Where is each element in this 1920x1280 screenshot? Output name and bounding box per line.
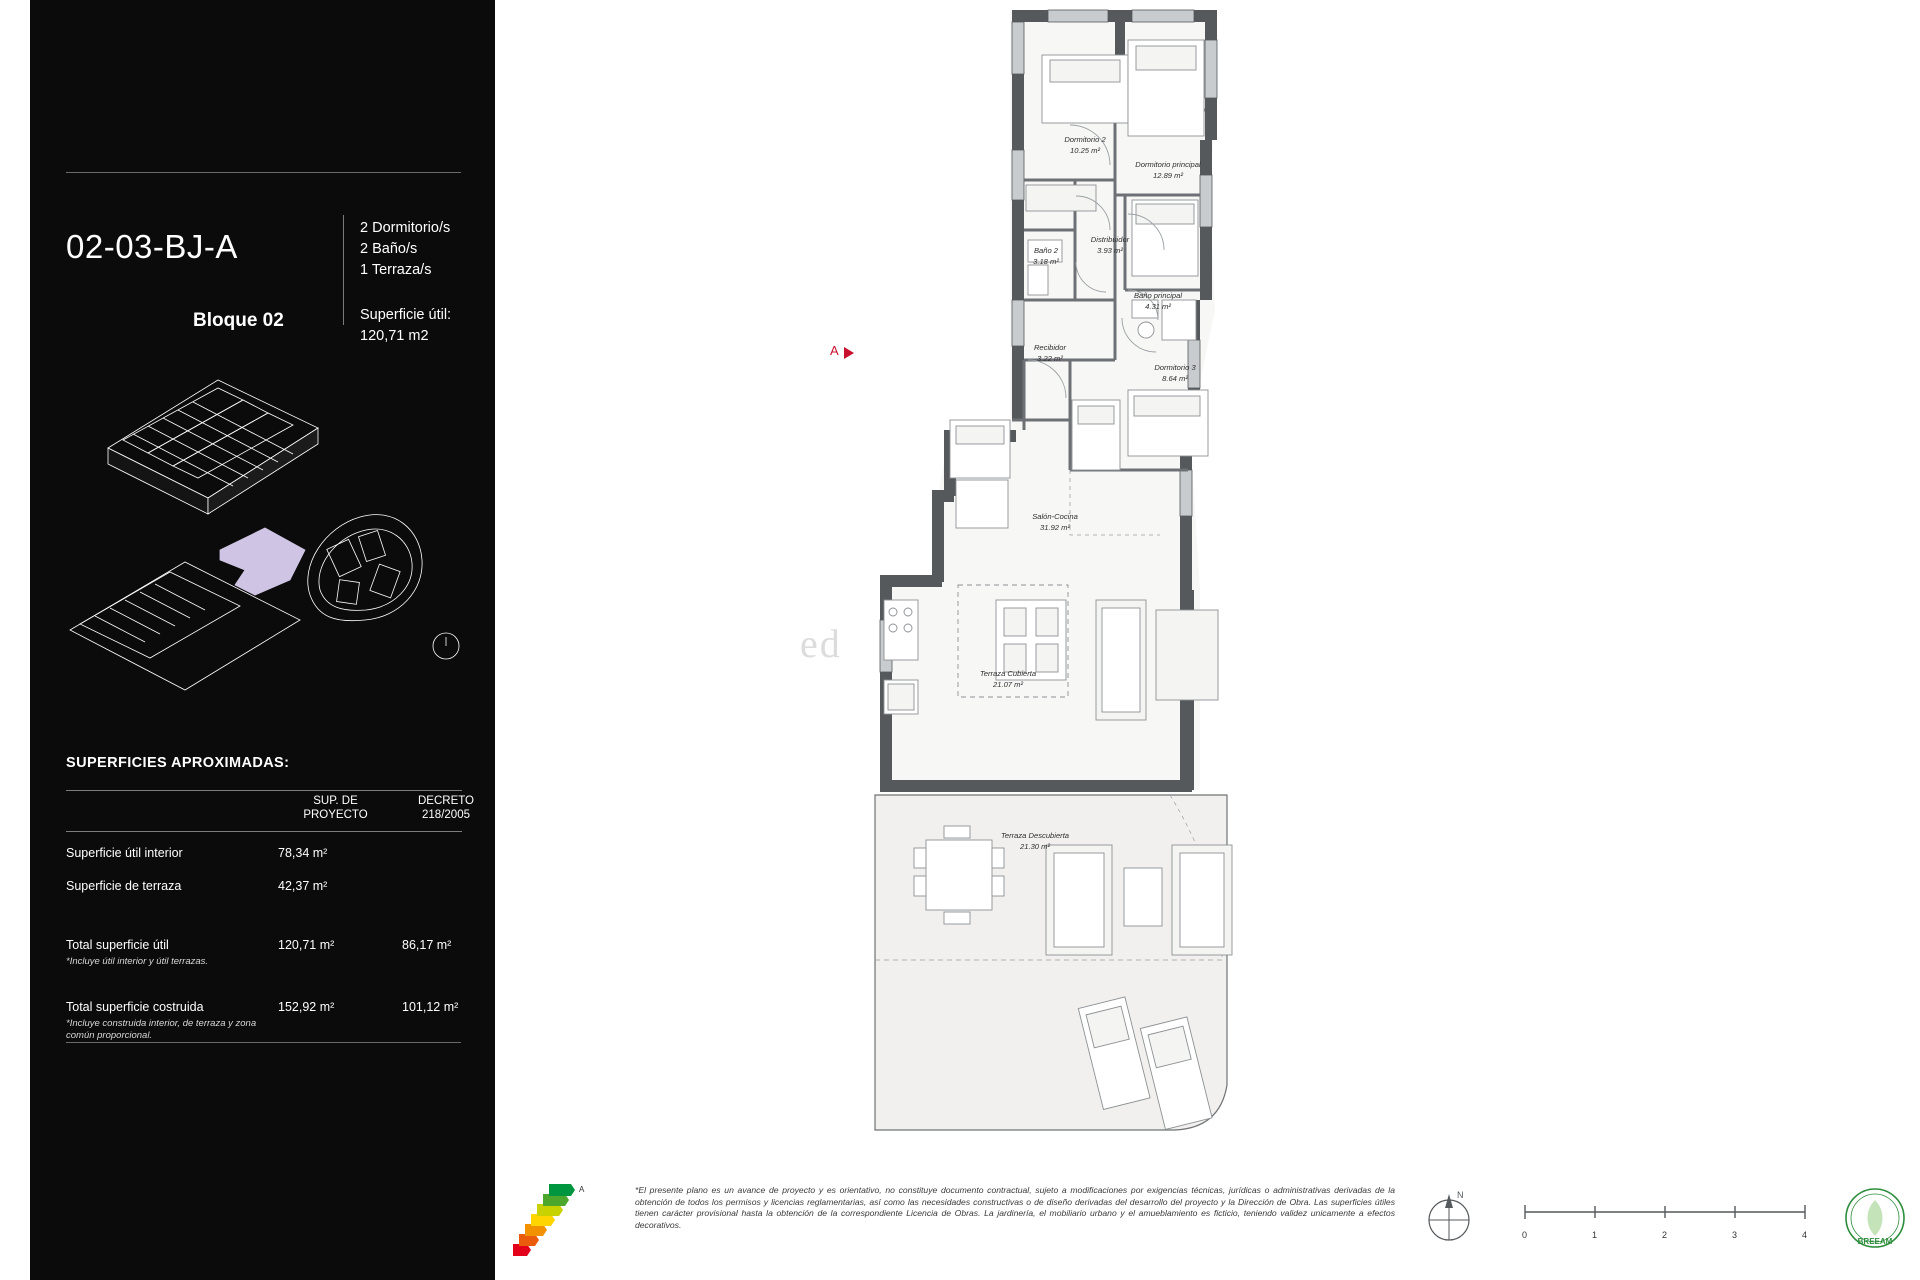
- footer: [495, 1160, 1920, 1280]
- watermark-text: ed: [800, 621, 842, 666]
- header-col-decreto-l1: DECRETO: [417, 795, 475, 807]
- room-label: Baño 2: [1033, 246, 1059, 255]
- room-label: Baño principal: [1133, 291, 1183, 300]
- row-label: Total superficie útil: [66, 938, 169, 952]
- room-area: 12.89 m²: [1153, 171, 1183, 180]
- row-note: *Incluye útil interior y útil terrazas.: [66, 956, 209, 967]
- room-label: Dormitorio 2: [1064, 135, 1106, 144]
- row-label: Superficie útil interior: [66, 846, 183, 860]
- table-rule-mid: [66, 831, 462, 832]
- row-decreto-value: 86,17 m²: [402, 938, 452, 952]
- room-label: Terraza Cubierta: [979, 669, 1037, 678]
- room-area: 21.30 m²: [1020, 842, 1050, 851]
- scale-tick: 4: [1802, 1230, 1808, 1240]
- scale-tick: 3: [1732, 1230, 1738, 1240]
- header-col-decreto: [396, 794, 496, 822]
- svg-text:A: A: [579, 1185, 585, 1194]
- scale-tick: 1: [1592, 1230, 1598, 1240]
- room-label: Terraza Descubierta: [1000, 831, 1070, 840]
- usable-area-summary: [360, 305, 451, 347]
- room-area: 3.18 m²: [1033, 257, 1059, 266]
- room-label: Salón-Cocina: [1032, 512, 1078, 521]
- scale-bar: [1520, 1200, 1810, 1250]
- room-label: Dormitorio principal: [1135, 160, 1201, 169]
- svg-text:N: N: [1457, 1190, 1464, 1200]
- room-label: Distribuidor: [1090, 235, 1130, 244]
- spec-terraces: 1 Terraza/s: [360, 262, 432, 278]
- row-label: Total superficie costruida: [66, 1000, 204, 1014]
- unit-specs: [360, 218, 450, 281]
- header-col-project-l1: SUP. DE: [313, 795, 358, 807]
- legal-disclaimer: *El presente plano es un avance de proyecto y es orientativo, no constituye documento contractual, sujeto a modificaciones por exigencias técnicas, jurídicas o administrativas derivadas de la obtención de todos los permisos y licencias reglamentarias, así como las necesidades constructivas o de diseño derivadas del desarrollo del proyecto y la Dirección de Obra. Las superficies útiles tienen carácter provisional hasta la obtención de la correspondiente Licencia de Obras. La jardinería, el mobiliario urbano y el amueblamiento es ficticio, teniendo validez unicamente a efectos decorativos.: [635, 1185, 1395, 1230]
- room-area: 8.64 m²: [1162, 374, 1188, 383]
- areas-section-title: SUPERFICIES APROXIMADAS:: [66, 755, 290, 771]
- room-area: 21.07 m²: [993, 680, 1023, 689]
- svg-text:A: A: [830, 343, 839, 358]
- room-area: 3.93 m²: [1097, 246, 1123, 255]
- spec-bedrooms: 2 Dormitorio/s: [360, 220, 451, 236]
- table-row: [66, 873, 462, 906]
- room-label: Recibidor: [1033, 343, 1067, 352]
- floor-plan: [830, 0, 1920, 1180]
- areas-table: [66, 790, 475, 1072]
- vertical-divider: [343, 215, 344, 325]
- room-area: 10.25 m²: [1070, 146, 1100, 155]
- north-compass-icon: [1415, 1178, 1505, 1258]
- block-label: Bloque 02: [193, 310, 284, 331]
- breeam-logo-icon: [1835, 1182, 1915, 1258]
- row-label: Superficie de terraza: [66, 879, 182, 893]
- header-col-project: [278, 794, 393, 822]
- room-area: 3.22 m²: [1037, 354, 1063, 363]
- info-sidebar: [30, 0, 495, 1280]
- table-row: [66, 840, 462, 873]
- row-decreto-value: 101,12 m²: [402, 1000, 459, 1014]
- room-label: Dormitorio 3: [1154, 363, 1196, 372]
- divider-top: [66, 172, 461, 173]
- table-header: [66, 791, 475, 831]
- row-project-value: 120,71 m²: [278, 938, 335, 952]
- unit-code: 02-03-BJ-A: [66, 228, 238, 265]
- usable-area-label: Superficie útil:: [360, 307, 452, 323]
- row-note: *Incluye construida interior, de terraza y zona común proporcional.: [66, 1018, 257, 1041]
- usable-area-value: 120,71 m2: [360, 328, 429, 344]
- room-area: 31.92 m²: [1040, 523, 1070, 532]
- scale-tick: 2: [1662, 1230, 1668, 1240]
- scale-tick: 0: [1522, 1230, 1528, 1240]
- site-isometric-diagram: [50, 360, 490, 735]
- room-area: 4.31 m²: [1145, 302, 1171, 311]
- header-col-decreto-l2: 218/2005: [422, 809, 470, 821]
- divider-bottom: [66, 1042, 461, 1043]
- row-project-value: 152,92 m²: [278, 1000, 335, 1014]
- row-project-value: 42,37 m²: [278, 879, 328, 893]
- table-row: [66, 994, 462, 1072]
- table-row: [66, 932, 462, 982]
- energy-rating-icon: [505, 1180, 615, 1260]
- spec-bathrooms: 2 Baño/s: [360, 241, 418, 257]
- row-project-value: 78,34 m²: [278, 846, 328, 860]
- header-col-project-l2: PROYECTO: [303, 809, 368, 821]
- svg-text:BREEAM: BREEAM: [1857, 1237, 1893, 1246]
